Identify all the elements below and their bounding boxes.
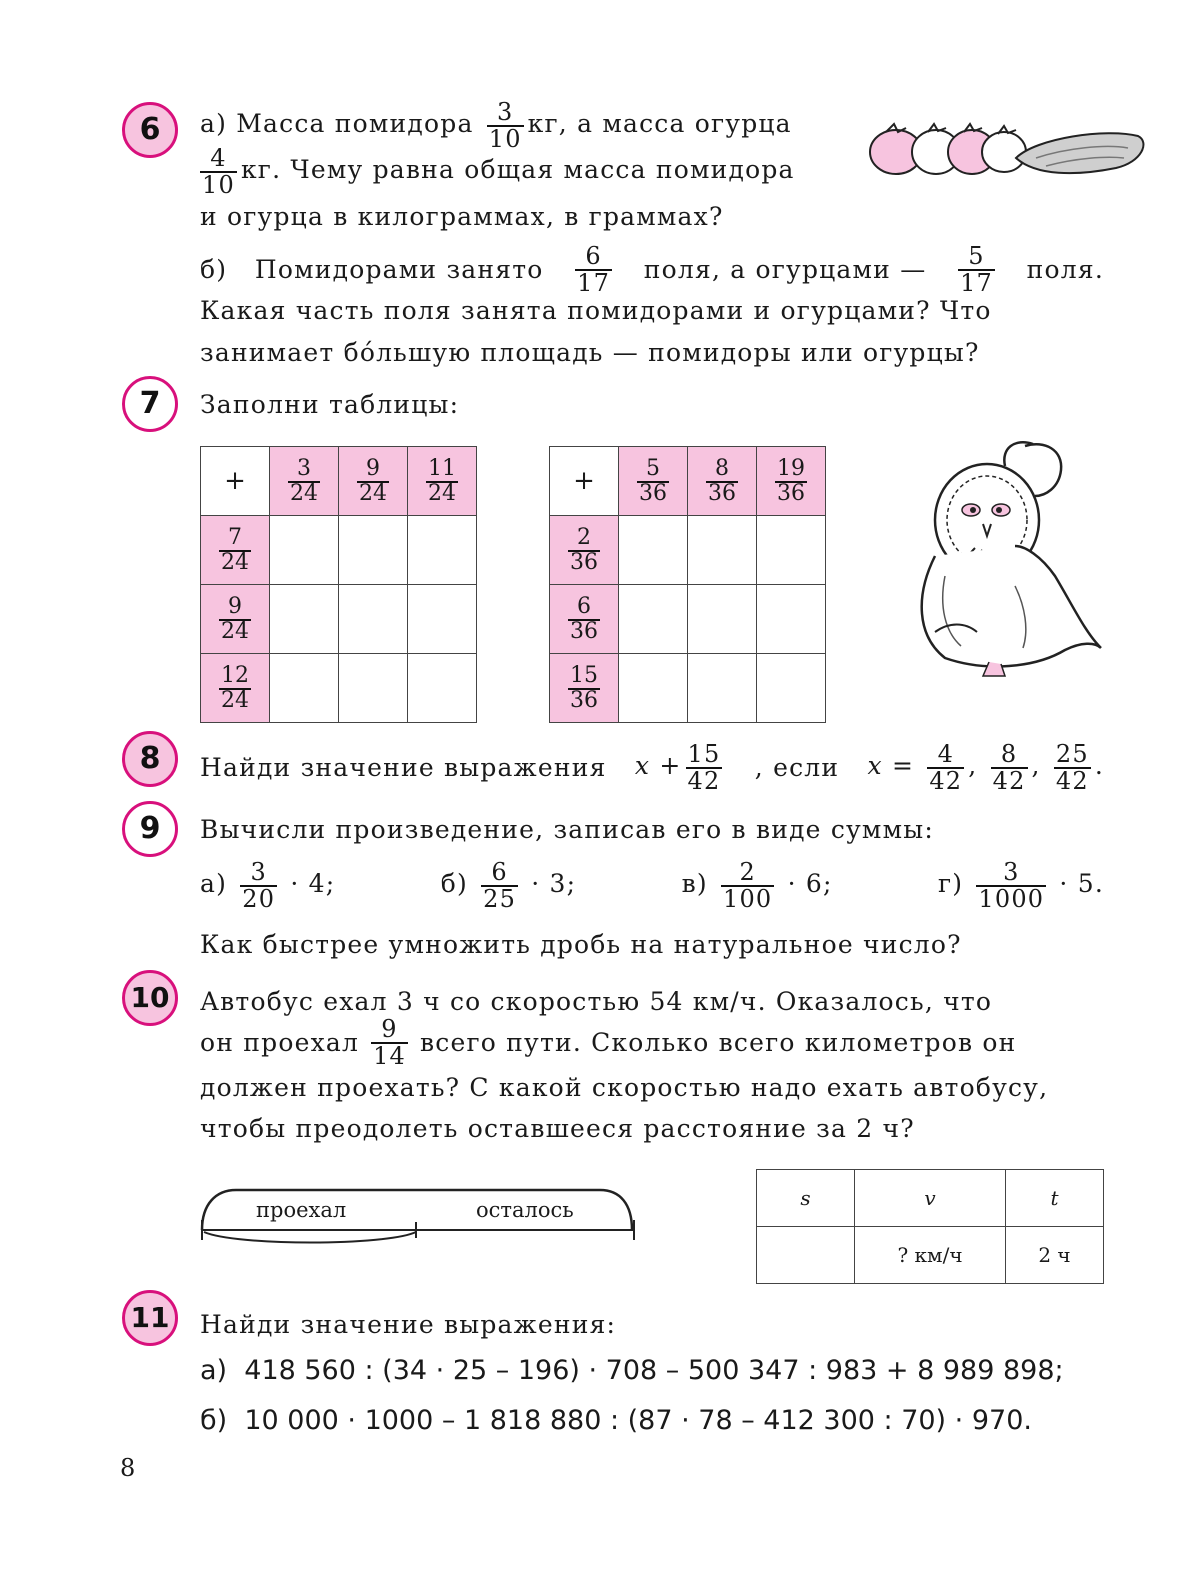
task6-a-line2 <box>196 146 795 197</box>
task8-text1: Найди значение выражения <box>200 753 607 782</box>
fraction: $\frac{6}{17}$ <box>577 242 611 297</box>
task6-b-line1 <box>200 244 1104 295</box>
task10-line4: чтобы преодолеть оставшееся расстояние за 2 ч? <box>200 1114 915 1143</box>
variable-x: x <box>634 751 651 780</box>
task-number-badge-8: 8 <box>122 731 178 787</box>
task11-b-label: б) <box>200 1405 228 1436</box>
empty-cell[interactable] <box>619 654 688 723</box>
task10-line2b: всего пути. Сколько всего километров он <box>420 1028 1017 1057</box>
task9-items <box>200 860 1104 911</box>
task-number-badge-11: 11 <box>122 1290 178 1346</box>
task-number-badge-9: 9 <box>122 801 178 857</box>
header-cell: $\frac{3}{24}$ <box>270 447 339 516</box>
task9-item: в) $\frac{2}{100}$ · 6; <box>681 858 833 913</box>
fraction: $\frac{9}{14}$ <box>373 1015 407 1070</box>
empty-cell[interactable] <box>339 654 408 723</box>
period: . <box>1094 751 1104 780</box>
row-header-cell: $\frac{6}{36}$ <box>550 585 619 654</box>
comma: , <box>968 751 978 780</box>
fraction: $\frac{15}{42}$ <box>687 740 721 795</box>
svt-value-t: 2 ч <box>1006 1227 1104 1284</box>
task9-question: Как быстрее умножить дробь на натуральное число? <box>200 930 962 959</box>
task6-b-label: б) <box>200 255 228 284</box>
diagram-label-right: осталось <box>476 1198 574 1222</box>
fraction: $\frac{25}{42}$ <box>1055 740 1089 795</box>
task6-a-label: а) <box>200 109 228 138</box>
comma: , <box>1031 751 1041 780</box>
task10-line2 <box>200 1017 1104 1068</box>
table-op: + <box>550 447 619 516</box>
task-number-badge-7: 7 <box>122 376 178 432</box>
empty-cell[interactable] <box>688 516 757 585</box>
empty-cell[interactable] <box>688 585 757 654</box>
page-number: 8 <box>120 1454 136 1482</box>
row-header-cell: $\frac{9}{24}$ <box>201 585 270 654</box>
header-cell: $\frac{8}{36}$ <box>688 447 757 516</box>
empty-cell[interactable] <box>408 654 477 723</box>
task11-a <box>200 1355 1064 1386</box>
svt-table <box>756 1169 1104 1284</box>
row-header-cell: $\frac{15}{36}$ <box>550 654 619 723</box>
empty-cell[interactable] <box>270 516 339 585</box>
empty-cell[interactable] <box>408 516 477 585</box>
task11-a-expr: 418 560 : (34 · 25 – 196) · 708 – 500 347 : 983 + 8 989 898; <box>244 1355 1064 1386</box>
task6-b-line2: Какая часть поля занята помидорами и огурцами? Что <box>200 296 992 325</box>
task6-b-text2: поля, а огурцами — <box>643 255 927 284</box>
task10-line1: Автобус ехал 3 ч со скоростью 54 км/ч. Оказалось, что <box>200 987 993 1016</box>
task-number-badge-6: 6 <box>122 102 178 158</box>
svt-header-s: s <box>757 1170 855 1227</box>
vegetables-illustration <box>866 118 1150 182</box>
svt-header-v: v <box>855 1170 1006 1227</box>
task9-item: а) $\frac{3}{20}$ · 4; <box>200 858 336 913</box>
header-cell: $\frac{5}{36}$ <box>619 447 688 516</box>
svt-value-s[interactable] <box>757 1227 855 1284</box>
empty-cell[interactable] <box>619 585 688 654</box>
row-header-cell: $\frac{12}{24}$ <box>201 654 270 723</box>
task11-text: Найди значение выражения: <box>200 1310 617 1339</box>
header-cell: $\frac{9}{24}$ <box>339 447 408 516</box>
task11-b <box>200 1405 1032 1436</box>
equals-sign: = <box>892 751 915 780</box>
task6-a-text3: кг. Чему равна общая масса помидора <box>240 155 795 184</box>
svt-header-t: t <box>1006 1170 1104 1227</box>
empty-cell[interactable] <box>270 585 339 654</box>
task-number-badge-10: 10 <box>122 970 178 1026</box>
fraction: $\frac{8}{42}$ <box>992 740 1026 795</box>
fraction: $\frac{3}{10}$ <box>488 98 522 153</box>
task6-b-text1: Помидорами занято <box>254 255 544 284</box>
empty-cell[interactable] <box>757 585 826 654</box>
task6-b-line3: занимает бо́льшую площадь — помидоры или огурцы? <box>200 338 980 367</box>
header-cell: $\frac{19}{36}$ <box>757 447 826 516</box>
task11-a-label: а) <box>200 1355 228 1386</box>
task7-text: Заполни таблицы: <box>200 390 460 419</box>
svt-value-v: ? км/ч <box>855 1227 1006 1284</box>
task6-a-line1 <box>200 100 792 151</box>
empty-cell[interactable] <box>339 585 408 654</box>
owl-illustration <box>905 436 1105 681</box>
task9-text: Вычисли произведение, записав его в виде суммы: <box>200 815 934 844</box>
task9-item: г) $\frac{3}{1000}$ · 5. <box>937 858 1104 913</box>
row-header-cell: $\frac{2}{36}$ <box>550 516 619 585</box>
empty-cell[interactable] <box>757 654 826 723</box>
addition-table-1 <box>200 446 477 723</box>
task8-text2: , если <box>754 753 840 782</box>
task10-line3: должен проехать? С какой скоростью надо ехать автобусу, <box>200 1073 1049 1102</box>
task6-b-text3: поля. <box>1026 255 1104 284</box>
fraction: $\frac{5}{17}$ <box>960 242 994 297</box>
diagram-label-left: проехал <box>256 1198 347 1222</box>
empty-cell[interactable] <box>619 516 688 585</box>
empty-cell[interactable] <box>688 654 757 723</box>
empty-cell[interactable] <box>408 585 477 654</box>
task6-a-text2: кг, а масса огурца <box>527 109 792 138</box>
empty-cell[interactable] <box>757 516 826 585</box>
task11-b-expr: 10 000 · 1000 – 1 818 880 : (87 · 78 – 412 300 : 70) · 970. <box>244 1405 1032 1436</box>
task6-a-line3: и огурца в килограммах, в граммах? <box>200 202 724 231</box>
task10-line2a: он проехал <box>200 1028 360 1057</box>
addition-table-2 <box>549 446 826 723</box>
table-op: + <box>201 447 270 516</box>
fraction: $\frac{4}{42}$ <box>929 740 963 795</box>
plus-sign: + <box>659 751 682 780</box>
task9-item: б) $\frac{6}{25}$ · 3; <box>440 858 577 913</box>
row-header-cell: $\frac{7}{24}$ <box>201 516 270 585</box>
header-cell: $\frac{11}{24}$ <box>408 447 477 516</box>
fraction: $\frac{4}{10}$ <box>202 144 235 199</box>
empty-cell[interactable] <box>339 516 408 585</box>
task6-a-text1: Масса помидора <box>236 109 474 138</box>
variable-x: x <box>867 751 883 780</box>
task8-line <box>200 742 1104 793</box>
empty-cell[interactable] <box>270 654 339 723</box>
